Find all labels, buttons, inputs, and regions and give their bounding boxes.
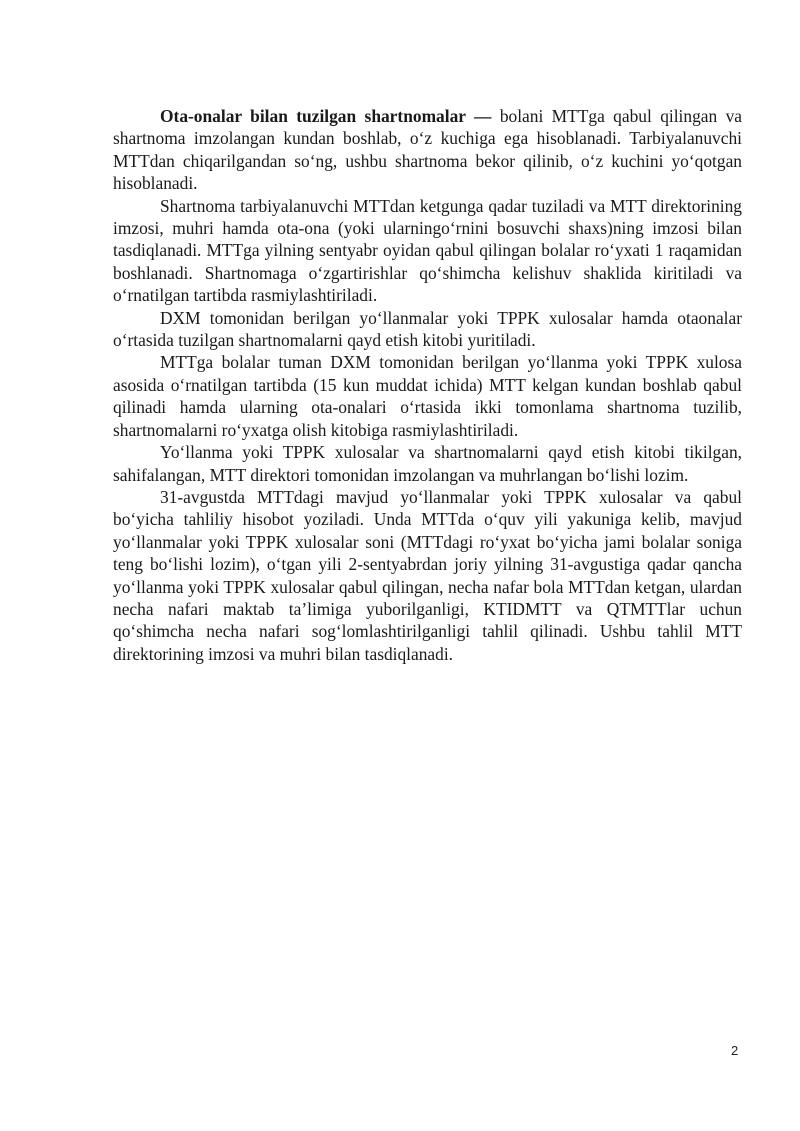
paragraph-annual-report: 31-avgustda MTTdagi mavjud yo‘llanmalar yoki TPPK xulosalar va qabul bo‘yicha tahliliy hisobot yoziladi. Unda MTTda o‘quv yili yakuniga kelib, mavjud yo‘llanmalar yoki TPPK xulosalar soni (MTTdagi ro‘yxat bo‘yicha jami bolalar soniga teng bo‘lishi lozim), o‘tgan yili 2-sentyabrdan joriy yilning 31-avgustiga qadar qancha yo‘llanma yoki TPPK xulosalar qabul qilingan, necha nafar bola MTTdan ketgan, ulardan necha nafari maktab ta’limiga yuborilganligi, KTIDMTT va QTMTTlar uchun qo‘shimcha necha nafari sog‘lomlashtirilganligi tahlil qilinadi. Ushbu tahlil MTT direktorining imzosi va muhri bilan tasdiqlanadi. [113,486,742,664]
paragraph-lead-heading: Ota-onalar bilan tuzilgan shartnomalar — [160,106,492,126]
paragraph-text: bolani MTTga qabul qilingan va shartnoma imzolangan kundan boshlab, o‘z kuchiga ega hisoblanadi. Tarbiyalanuvchi MTTdan chiqarilgandan so‘ng, ushbu shartnoma bekor qilinib, o‘z kuchini yo‘qotgan hisoblanadi. [113,106,742,194]
paragraph-contract-duration: Shartnoma tarbiyalanuvchi MTTdan ketgunga qadar tuziladi va MTT direktorining imzosi, muhri hamda ota-ona (yoki ularningo‘rnini bosuvchi shaxs)ning imzosi bilan tasdiqlanadi. MTTga yilning sentyabr oyidan qabul qilingan bolalar ro‘yxati 1 raqamidan boshlanadi. Shartnomaga o‘zgartirishlar qo‘shimcha kelishuv shaklida kiritiladi va o‘rnatilgan tartibda rasmiylashtiriladi. [113,195,742,306]
paragraph-admission-procedure: MTTga bolalar tuman DXM tomonidan berilgan yo‘llanma yoki TPPK xulosa asosida o‘rnatilgan tartibda (15 kun muddat ichida) MTT kelgan kundan boshlab qabul qilinadi hamda ularning ota-onalari o‘rtasida ikki tomonlama shartnoma tuzilib, shartnomalarni ro‘yxatga olish kitobiga rasmiylashtiriladi. [113,352,742,440]
paragraph-registry-book: DXM tomonidan berilgan yo‘llanmalar yoki TPPK xulosalar hamda otaonalar o‘rtasida tuzilgan shartnomalarni qayd etish kitobi yuritiladi. [113,307,742,351]
paragraph-book-requirements: Yo‘llanma yoki TPPK xulosalar va shartnomalarni qayd etish kitobi tikilgan, sahifalangan, MTT direktori tomonidan imzolangan va muhrlangan bo‘lishi lozim. [113,442,742,485]
document-body [113,105,742,665]
page-number: 2 [731,1043,739,1058]
paragraph-contracts-intro [113,105,742,195]
